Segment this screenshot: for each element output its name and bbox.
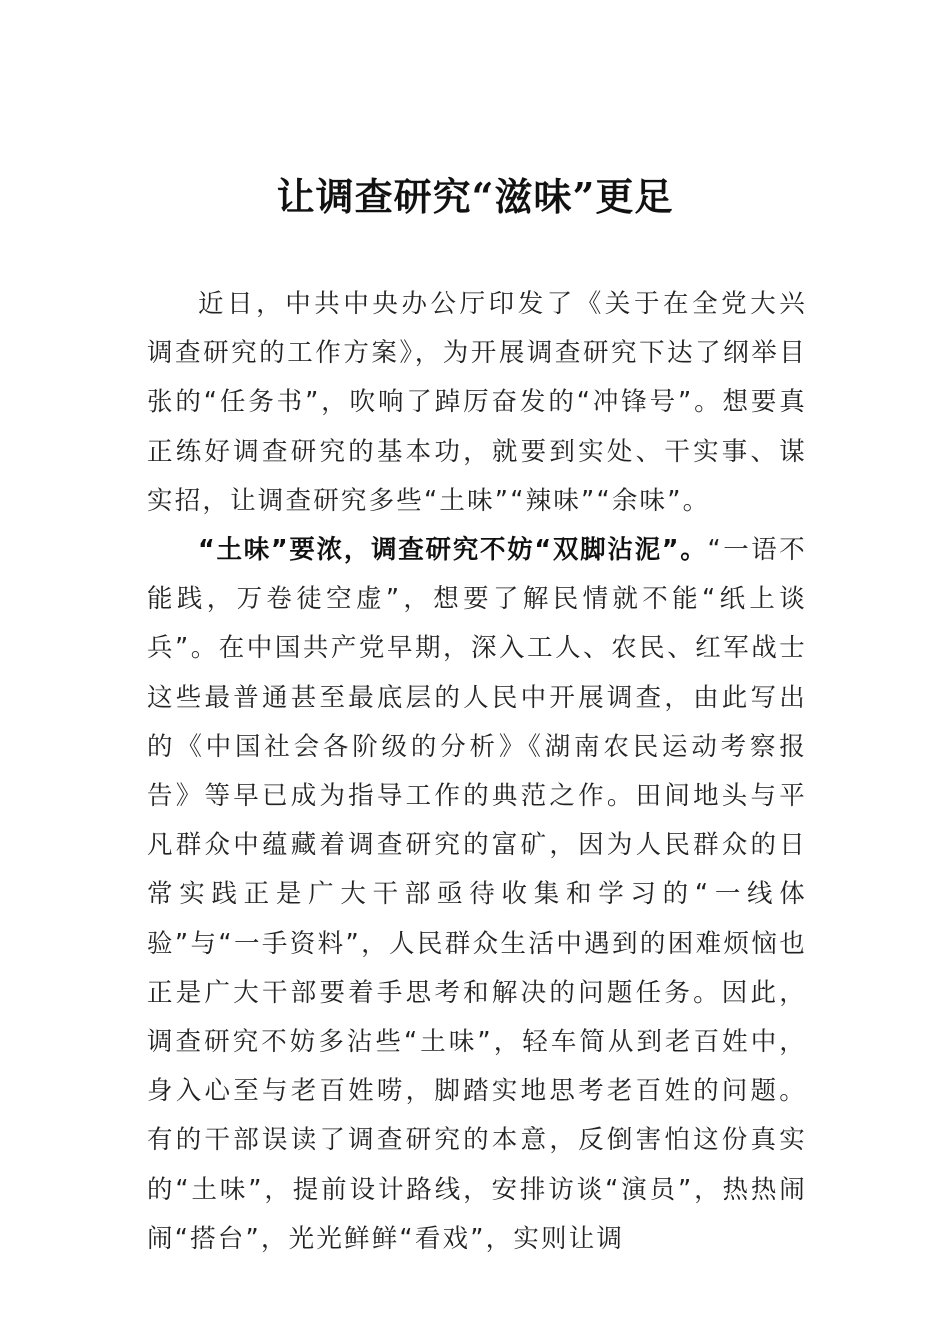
- paragraph-earthy-flavor-text: “一语不能践，万卷徒空虚”，想要了解民情就不能“纸上谈兵”。在中国共产党早期，深入工人、农民、红军战士这些最普通甚至最底层的人民中开展调查，由此写出的《中国社会各阶级的分析》《湖南农民运动考察报告》等早已成为指导工作的典范之作。田间地头与平凡群众中蕴藏着调查研究的富矿，因为人民群众的日常实践正是广大干部亟待收集和学习的“一线体验”与“一手资料”，人民群众生活中遇到的困难烦恼也正是广大干部要着手思考和解决的问题任务。因此，调查研究不妨多沾些“土味”，轻车简从到老百姓中，身入心至与老百姓唠，脚踏实地思考老百姓的问题。有的干部误读了调查研究的本意，反倒害怕这份真实的“土味”，提前设计路线，安排访谈“演员”，热热闹闹“搭台”，光光鲜鲜“看戏”，实则让调: [147, 535, 807, 1254]
- paragraph-intro-text: 近日，中共中央办公厅印发了《关于在全党大兴调查研究的工作方案》，为开展调查研究下达了纲举目张的“任务书”，吹响了踔厉奋发的“冲锋号”。想要真正练好调查研究的基本功，就要到实处、干实事、谋实招，让调查研究多些“土味”“辣味”“余味”。: [147, 289, 807, 516]
- article-title: 让调查研究“滋味”更足: [276, 174, 674, 219]
- paragraph-earthy-flavor: [147, 526, 807, 1264]
- paragraph-lead-sentence: “土味”要浓，调查研究不妨“双脚沾泥”。: [198, 535, 708, 566]
- article-body: [147, 280, 807, 1264]
- paragraph-intro: [147, 280, 807, 526]
